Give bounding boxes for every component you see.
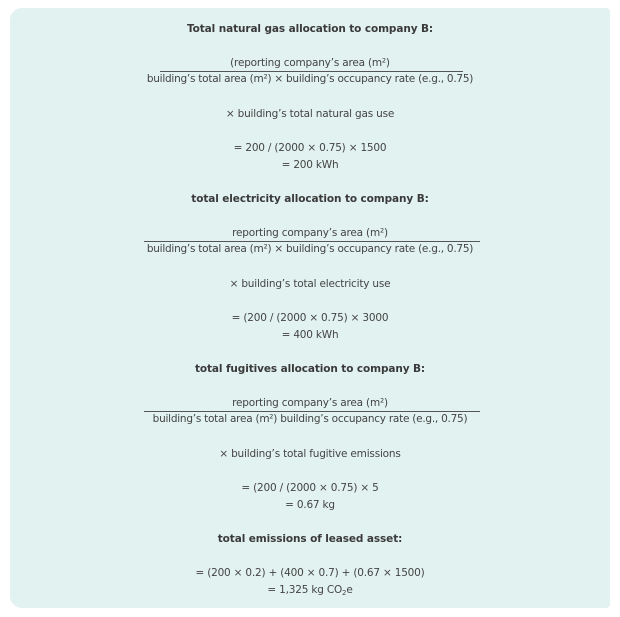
fraction-bar — [144, 241, 480, 242]
total-result-prefix: = 1,325 kg CO — [267, 584, 343, 596]
natural-gas-fraction — [10, 56, 610, 87]
fugitives-fraction — [10, 396, 610, 427]
fraction-bar — [144, 411, 480, 412]
electricity-heading: total electricity allocation to company B: — [191, 193, 429, 205]
total-result-suffix: e — [346, 584, 353, 596]
electricity-numerator: reporting company’s area (m²) — [232, 227, 388, 239]
fugitives-denominator: building’s total area (m²) building’s occupancy rate (e.g., 0.75) — [152, 413, 468, 425]
electricity-calc: = (200 / (2000 × 0.75) × 3000 — [231, 312, 389, 324]
electricity-result: = 400 kWh — [281, 329, 339, 341]
fugitives-heading: total fugitives allocation to company B: — [194, 363, 426, 375]
fraction-bar — [160, 71, 463, 72]
natural-gas-result: = 200 kWh — [281, 159, 339, 171]
formula-panel — [10, 8, 610, 608]
fugitives-multiplier: × building’s total fugitive emissions — [219, 448, 401, 460]
total-calc: = (200 × 0.2) + (400 × 0.7) + (0.67 × 1500) — [195, 567, 425, 579]
natural-gas-heading: Total natural gas allocation to company B: — [186, 23, 434, 35]
natural-gas-multiplier: × building’s total natural gas use — [225, 108, 395, 120]
total-result — [10, 582, 610, 602]
fugitives-numerator: reporting company’s area (m²) — [232, 397, 388, 409]
natural-gas-denominator: building’s total area (m²) × building’s occupancy rate (e.g., 0.75) — [146, 73, 474, 85]
fugitives-result: = 0.67 kg — [285, 499, 335, 511]
natural-gas-numerator: (reporting company’s area (m²) — [230, 57, 390, 69]
electricity-multiplier: × building’s total electricity use — [229, 278, 391, 290]
total-heading: total emissions of leased asset: — [217, 533, 403, 545]
total-result-subscript: 2 — [342, 589, 347, 597]
electricity-denominator: building’s total area (m²) × building’s occupancy rate (e.g., 0.75) — [146, 243, 474, 255]
fugitives-calc: = (200 / (2000 × 0.75) × 5 — [241, 482, 379, 494]
natural-gas-calc: = 200 / (2000 × 0.75) × 1500 — [233, 142, 387, 154]
electricity-fraction — [10, 226, 610, 257]
